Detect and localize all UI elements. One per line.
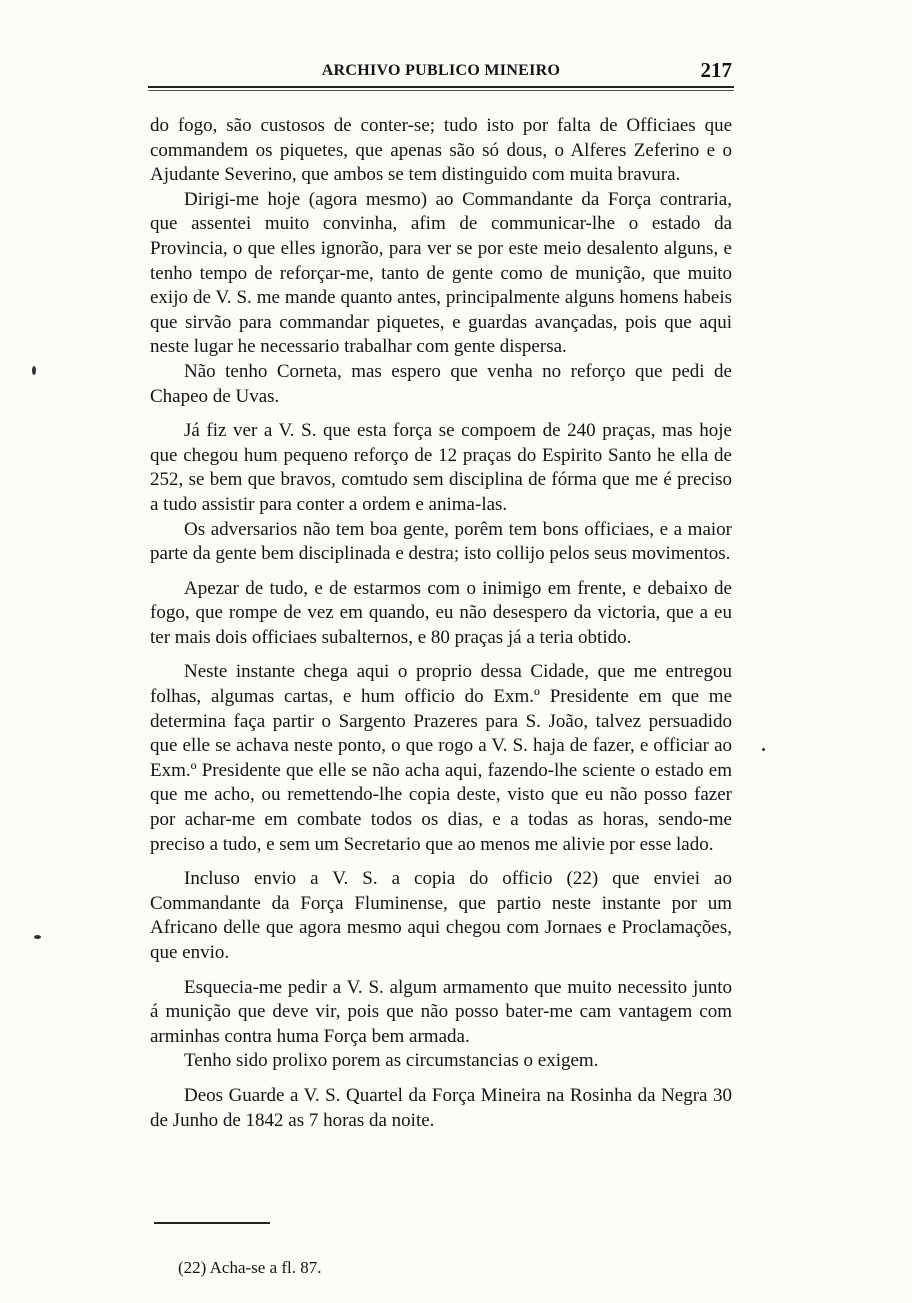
paragraph: do fogo, são custosos de conter-se; tudo isto por falta de Officiaes que commandem os piquetes, que apenas são só dous, o Alferes Zeferino e o Ajudante Severino, que ambos se tem distinguido com muita bravura. — [150, 115, 732, 186]
print-speck — [32, 366, 36, 375]
header-rule — [148, 86, 734, 88]
footnote: (22) Acha-se a fl. 87. — [178, 1258, 322, 1277]
paragraph: Não tenho Corneta, mas espero que venha no reforço que pedi de Chapeo de Uvas. — [150, 360, 732, 407]
paragraph: Deos Guarde a V. S. Quartel da Força Mineira na Rosinha da Negra 30 de Junho de 1842 as 7 horas da noite. — [150, 1084, 732, 1131]
paragraph: Apezar de tudo, e de estarmos com o inimigo em frente, e debaixo de fogo, que rompe de vez em quando, eu não desespero da victoria, que a eu ter mais dois officiaes subalternos, e 80 praças já a teria obtido. — [150, 577, 732, 648]
paragraph: Neste instante chega aqui o proprio dessa Cidade, que me entregou folhas, algumas cartas, e hum officio do Exm.º Presidente em que me determina faça partir o Sargento Prazeres para S. João, talvez persuadido que elle se achava neste ponto, o que rogo a V. S. haja de fazer, e officiar ao Exm.º Presidente que elle se não acha aqui, fazendo-lhe sciente o estado em que me acho, ou remettendo-lhe copia deste, visto que eu não posso fazer por achar-me em combate todos os dias, e a todas as horas, sendo-me preciso a tudo, e sem um Secretario que ao menos me alivie por esse lado. — [150, 661, 732, 855]
page-number: 217 — [700, 58, 732, 82]
body-text — [150, 114, 732, 1133]
paragraph: Dirigi-me hoje (agora mesmo) ao Commandante da Força contraria, que assentei muito convinha, afim de communicar-lhe o estado da Provincia, o que elles ignorão, para ver se por este meio desalento alguns, e tenho tempo de reforçar-me, tanto de gente como de munição, que muito exijo de V. S. me mande quanto antes, principalmente alguns homens habeis que sirvão para commandar piquetes, e guardas avançadas, pois que aqui neste lugar he necessario trabalhar com gente dispersa. — [150, 188, 732, 358]
print-speck — [34, 935, 41, 939]
header-rule-thin — [148, 90, 734, 91]
paragraph: Esquecia-me pedir a V. S. algum armamento que muito necessito junto á munição que deve vir, pois que não posso bater-me cam vantagem com arminhas contra huma Força bem armada. — [150, 976, 732, 1047]
paragraph: Incluso envio a V. S. a copia do officio (22) que enviei ao Commandante da Força Fluminense, que partio neste instante por um Africano delle que agora mesmo aqui chegou com Jornaes e Proclamações, que envio. — [150, 868, 732, 963]
paragraph: Tenho sido prolixo porem as circumstancias o exigem. — [184, 1050, 599, 1072]
paragraph: Já fiz ver a V. S. que esta força se compoem de 240 praças, mas hoje que chegou hum pequeno reforço de 12 praças do Espirito Santo he ella de 252, se bem que bravos, comtudo sem disciplina de fórma que me é preciso a tudo assistir para conter a ordem e anima-las. — [150, 420, 732, 515]
print-speck — [762, 748, 765, 751]
paragraph: Os adversarios não tem boa gente, porêm tem bons officiaes, e a maior parte da gente bem disciplinada e destra; isto collijo pelos seus movimentos. — [150, 518, 732, 565]
journal-title: ARCHIVO PUBLICO MINEIRO — [321, 62, 561, 79]
running-header — [150, 58, 732, 84]
footnote-rule — [154, 1222, 270, 1224]
